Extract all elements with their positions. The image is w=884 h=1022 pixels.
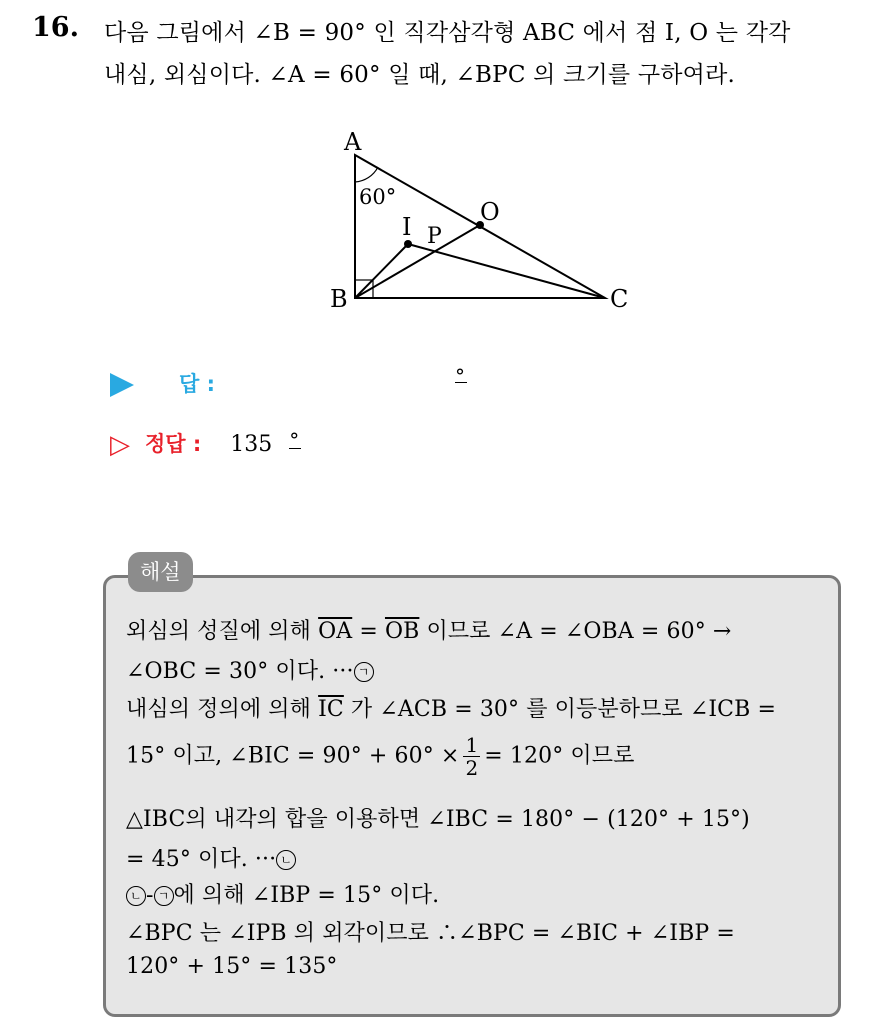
label-a: A: [344, 128, 362, 156]
question-text-line1: 다음 그림에서 ∠B = 90° 인 직각삼각형 ABC 에서 점 I, O 는 각각: [104, 20, 791, 46]
circle-mark-3: ㄴ: [126, 886, 146, 906]
solution-line-7: ㄴ - ㄱ 에 의해 ∠IBP = 15° 이다.: [126, 878, 439, 909]
label-p: P: [427, 224, 442, 249]
circle-mark-4: ㄱ: [154, 886, 174, 906]
answer-label: 답 :: [179, 372, 215, 396]
question-text-line2: 내심, 외심이다. ∠A = 60° 일 때, ∠BPC 의 크기를 구하여라.: [104, 62, 736, 88]
solution-line-8: ∠BPC 는 ∠IPB 의 외각이므로 ∴∠BPC = ∠BIC + ∠IBP =: [126, 921, 735, 946]
outline-triangle-icon: ▷: [110, 430, 130, 460]
triangle-figure: [300, 110, 650, 320]
answer-unit-text: °: [455, 364, 465, 388]
answer-row: [110, 368, 215, 398]
label-o: O: [480, 198, 500, 226]
solution-line-4: 15° 이고, ∠BIC = 90° + 60° × $\frac{1}{2}$ = 120° 이므로: [126, 733, 635, 780]
play-triangle-icon: [110, 373, 134, 397]
circle-mark-1: ㄱ: [354, 662, 374, 682]
angle-arc: [355, 167, 378, 182]
solution-line-2: ∠OBC = 30° 이다. ··· ㄱ: [126, 654, 374, 685]
solution-line-1: 외심의 성질에 의해 $\overline{OA} = \overline{OB}$ 이므로 ∠A = ∠OBA = 60° →: [126, 619, 732, 644]
solution-line-3: 내심의 정의에 의해 $\overline{IC}$ 가 ∠ACB = 30° 를 이등분하므로 ∠ICB =: [126, 697, 777, 722]
solution-line-6: = 45° 이다. ··· ㄴ: [126, 842, 296, 873]
segment-bo: [355, 225, 480, 298]
solution-tab: 해설: [128, 552, 193, 592]
answer-blank-unit[interactable]: [455, 364, 467, 388]
label-angle-60: 60°: [359, 185, 397, 209]
solution-line-5: △IBC의 내각의 합을 이용하면 ∠IBC = 180° − (120° + 15°): [126, 807, 750, 832]
correct-answer-unit: °: [289, 428, 300, 452]
segment-ic: [408, 244, 605, 298]
label-c: C: [610, 285, 629, 313]
correct-answer-row: [110, 428, 301, 460]
correct-answer-label: 정답 :: [145, 432, 202, 456]
circle-mark-2: ㄴ: [276, 850, 296, 870]
fraction-half: $\frac{1}{2}$: [465, 733, 479, 780]
label-i: I: [402, 213, 412, 241]
correct-answer-value: 135: [230, 432, 273, 457]
solution-line-9: 120° + 15° = 135°: [126, 954, 338, 979]
label-b: B: [330, 285, 348, 313]
question-number: 16.: [32, 12, 79, 43]
point-i: [404, 240, 412, 248]
